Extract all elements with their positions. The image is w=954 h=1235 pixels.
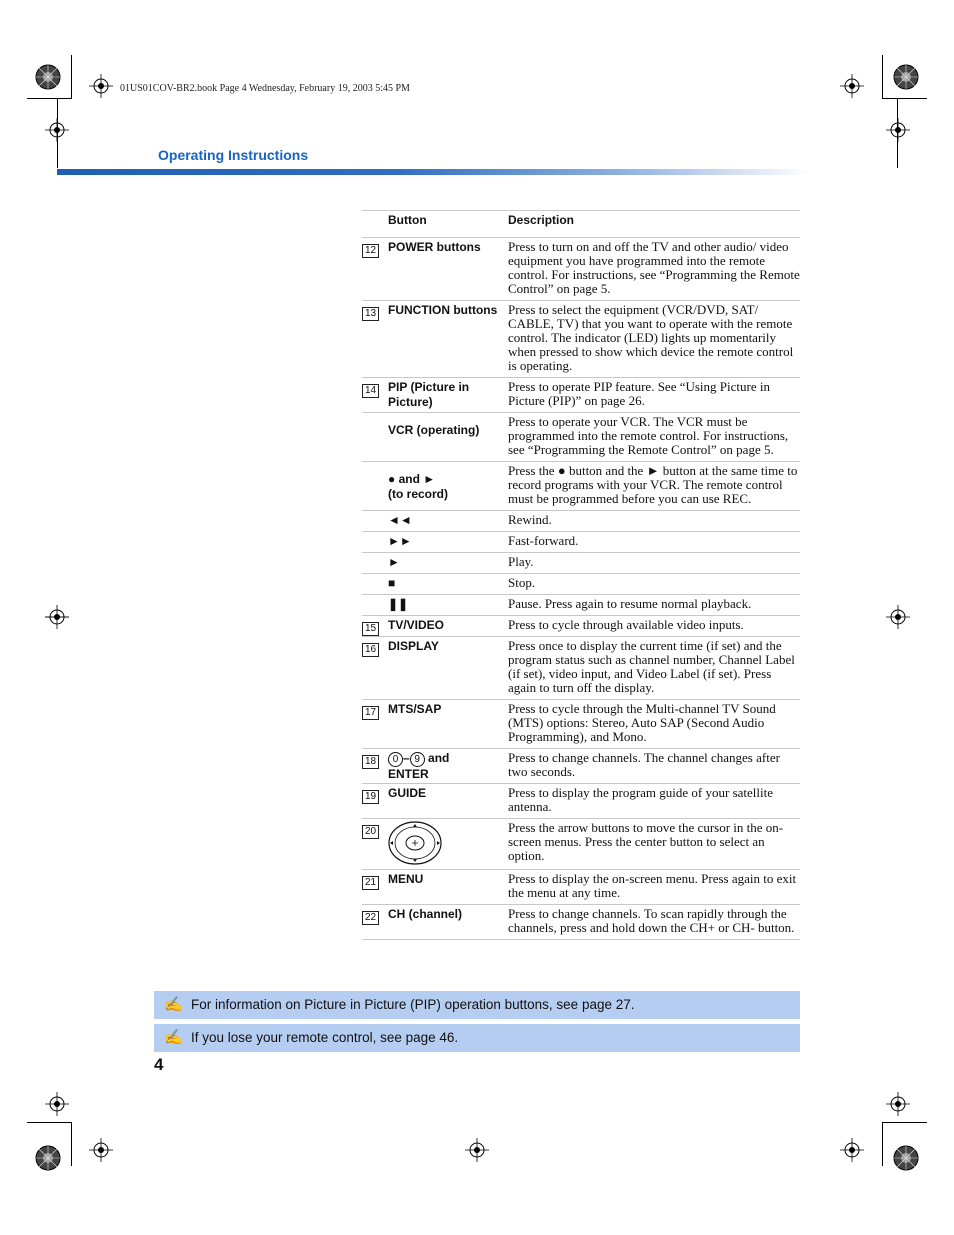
item-number-badge: 13 — [362, 307, 379, 321]
button-description: Press the arrow buttons to move the cursor in the on-screen menus. Press the center button to select an option. — [508, 820, 784, 863]
crop-mark — [71, 1122, 72, 1166]
button-description-table — [362, 210, 800, 940]
rewind-icon: ◄◄ — [388, 513, 412, 527]
item-number-badge: 22 — [362, 911, 379, 925]
button-description: Press to display the on-screen menu. Press again to exit the menu at any time. — [508, 871, 797, 900]
column-header-button: Button — [388, 213, 427, 227]
table-row — [362, 378, 800, 413]
table-row — [362, 616, 800, 637]
table-row — [362, 637, 800, 700]
button-description: Press to change channels. The channel changes after two seconds. — [508, 750, 780, 779]
button-description: Press to operate PIP feature. See “Using Picture in Picture (PIP)” on page 26. — [508, 379, 770, 408]
stop-icon: ■ — [388, 576, 396, 590]
header-rule-bar — [57, 169, 810, 175]
registration-target-icon — [45, 1092, 69, 1116]
page-number: 4 — [154, 1055, 164, 1074]
item-number-badge: 18 — [362, 755, 379, 769]
note-box-pip — [154, 991, 800, 1019]
button-description: Press to cycle through available video inputs. — [508, 617, 744, 632]
key-0-icon: 0 — [388, 752, 403, 767]
crop-mark — [882, 55, 883, 99]
registration-target-icon — [465, 1138, 489, 1162]
item-number-badge: 15 — [362, 622, 379, 636]
fast-forward-icon: ►► — [388, 534, 412, 548]
record-dot-icon: ● — [388, 472, 396, 486]
button-name: PIP (Picture in Picture) — [388, 380, 470, 409]
registration-rosette-icon — [35, 64, 61, 90]
pencil-note-icon: ✍ — [164, 1029, 183, 1046]
item-number-badge: 20 — [362, 825, 379, 839]
crop-mark — [27, 1122, 72, 1123]
button-description: Press to display the program guide of your satellite antenna. — [508, 785, 774, 814]
play-triangle-icon: ► — [646, 463, 660, 478]
item-number-badge: 17 — [362, 706, 379, 720]
registration-target-icon — [886, 1092, 910, 1116]
table-row — [362, 413, 800, 462]
column-header-description: Description — [508, 213, 575, 227]
printer-info-line: 01US01COV-BR2.book Page 4 Wednesday, February 19, 2003 5:45 PM — [120, 83, 410, 94]
button-description: Press to change channels. To scan rapidly through the channels, press and hold down the CH+ or CH- button. — [508, 906, 795, 935]
crop-mark — [27, 98, 72, 99]
button-name: DISPLAY — [388, 639, 439, 653]
button-name: MENU — [388, 872, 424, 886]
registration-target-icon — [45, 118, 69, 142]
registration-rosette-icon — [893, 64, 919, 90]
registration-rosette-icon — [35, 1145, 61, 1171]
play-triangle-icon: ► — [423, 472, 436, 486]
item-number-badge: 12 — [362, 244, 379, 258]
button-description: Press to select the equipment (VCR/DVD, SAT/ CABLE, TV) that you want to operate with the remote control. The indicator (LED) lights up momentarily when pressed to show which device the remote control is operating. — [508, 302, 794, 373]
table-row — [362, 595, 800, 616]
table-row — [362, 784, 800, 819]
button-name: GUIDE — [388, 786, 427, 800]
table-row — [362, 301, 800, 378]
button-name: TV/VIDEO — [388, 618, 445, 632]
button-description: Press to cycle through the Multi-channel TV Sound (MTS) options: Stereo, Auto SAP (Second Audio Programming), and Mono. — [508, 701, 776, 744]
crop-mark — [882, 1122, 927, 1123]
play-icon: ► — [388, 555, 400, 569]
table-row — [362, 462, 800, 511]
button-description: Stop. — [508, 575, 536, 590]
registration-target-icon — [886, 605, 910, 629]
table-row — [362, 819, 800, 870]
button-description: Play. — [508, 554, 534, 569]
note-text: For information on Picture in Picture (PIP) operation buttons, see page 27. — [191, 997, 635, 1012]
button-description: Pause. Press again to resume normal playback. — [508, 596, 752, 611]
record-dot-icon: ● — [557, 463, 566, 478]
table-row — [362, 749, 800, 784]
pause-icon: ❚❚ — [388, 597, 409, 611]
button-name: FUNCTION buttons — [388, 303, 498, 317]
table-row — [362, 532, 800, 553]
table-row — [362, 238, 800, 301]
section-title: Operating Instructions — [158, 147, 309, 163]
button-name: VCR (operating) — [388, 423, 480, 437]
button-description: Press once to display the current time (if set) and the program status such as channel number, Channel Label (if set), video input, and Video Label (if set). Press again to turn off the display. — [508, 638, 795, 695]
item-number-badge: 21 — [362, 876, 379, 890]
registration-target-icon — [840, 74, 864, 98]
button-name: POWER buttons — [388, 240, 481, 254]
table-row — [362, 574, 800, 595]
button-description: Press to operate your VCR. The VCR must be programmed into the remote control. For instructions, see “Programming the Remote Control” on page 5. — [508, 414, 789, 457]
button-name: MTS/SAP — [388, 702, 442, 716]
registration-rosette-icon — [893, 1145, 919, 1171]
button-description: Press the ● button and the ► button at the same time to record programs with your VCR. The remote control must be programmed before you can use REC. — [508, 463, 798, 506]
table-row — [362, 905, 800, 940]
registration-target-icon — [89, 74, 113, 98]
crop-mark — [71, 55, 72, 99]
registration-target-icon — [886, 118, 910, 142]
table-row — [362, 870, 800, 905]
table-row — [362, 511, 800, 532]
note-box-lost-remote — [154, 1024, 800, 1052]
crop-mark — [882, 98, 927, 99]
item-number-badge: 19 — [362, 790, 379, 804]
key-9-icon: 9 — [410, 752, 425, 767]
pencil-note-icon: ✍ — [164, 996, 183, 1013]
table-header-row — [362, 211, 800, 238]
button-name: 0 – 9 and ENTER — [388, 751, 450, 781]
table-row — [362, 700, 800, 749]
item-number-badge: 16 — [362, 643, 379, 657]
button-description: Fast-forward. — [508, 533, 579, 548]
registration-target-icon — [89, 1138, 113, 1162]
registration-target-icon — [45, 605, 69, 629]
registration-target-icon — [840, 1138, 864, 1162]
crop-mark — [882, 1122, 883, 1166]
note-text: If you lose your remote control, see page 46. — [191, 1030, 459, 1045]
button-name: ● and ► (to record) — [388, 472, 448, 501]
table-row — [362, 553, 800, 574]
directional-pad-icon — [388, 821, 442, 865]
button-description: Rewind. — [508, 512, 552, 527]
item-number-badge: 14 — [362, 384, 379, 398]
button-name: CH (channel) — [388, 907, 463, 921]
button-description: Press to turn on and off the TV and other audio/ video equipment you have programmed into the remote control. For instructions, see “Programming the Remote Control” on page 5. — [508, 239, 800, 296]
